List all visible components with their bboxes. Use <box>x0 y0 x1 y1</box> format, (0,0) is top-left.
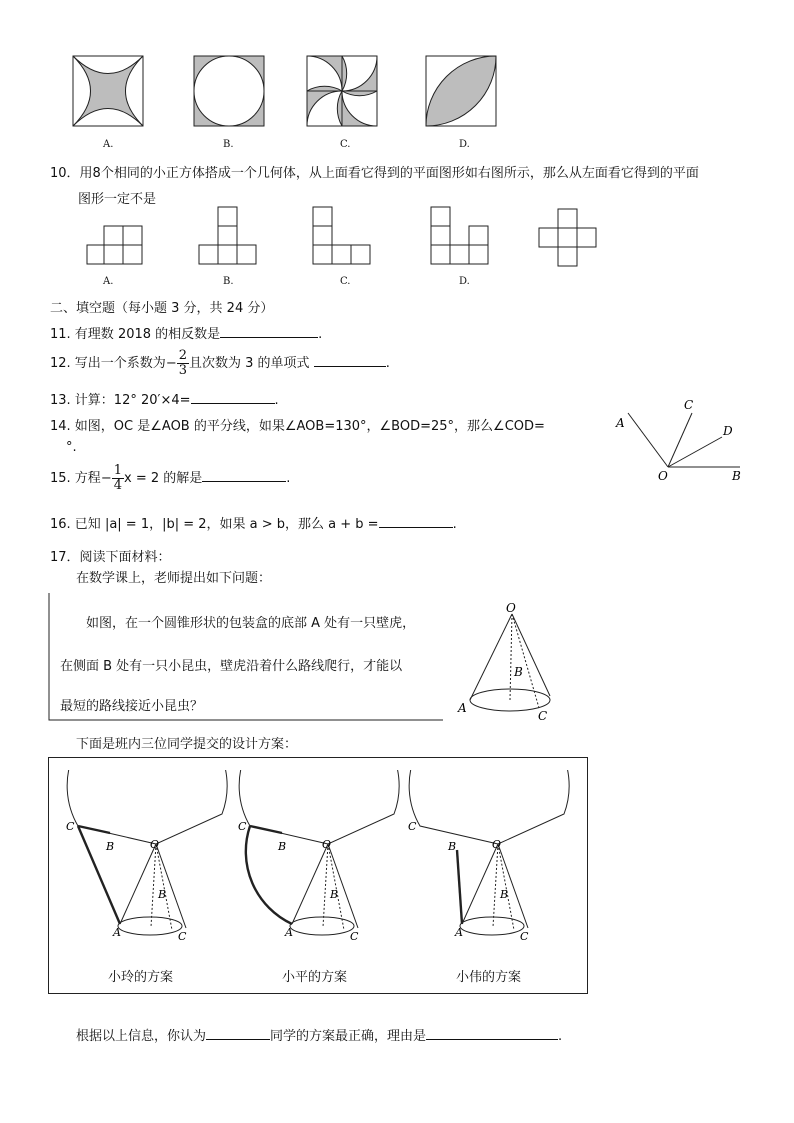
q14-line2: °. <box>66 440 77 455</box>
q15-pre: 15. 方程 <box>50 471 101 486</box>
q15-post: x = 2 的解是 <box>124 471 203 486</box>
q16: 16. 已知 |a| = 1，|b| = 2，如果 a > b，那么 a + b = . <box>50 513 457 532</box>
plan-xiaowei-figure <box>400 770 580 950</box>
q14-label-o: O <box>658 469 668 483</box>
q13-text: 13. 计算：12° 20′×4= <box>50 393 191 408</box>
q17-student-blank[interactable] <box>206 1025 270 1040</box>
plan-xiaoping-figure <box>230 770 410 950</box>
q16-text: 16. 已知 |a| = 1，|b| = 2，如果 a > b，那么 a + b = <box>50 517 379 532</box>
q9-figure-a <box>72 55 144 127</box>
q12-pre: 12. 写出一个系数为 <box>50 356 166 371</box>
plan-xiaowei-label: 小伟的方案 <box>456 970 522 985</box>
q10-figure-d <box>430 206 492 266</box>
q17-box-line3: 最短的路线接近小昆虫？ <box>60 699 204 714</box>
q10-line2: 图形一定不是 <box>78 192 157 207</box>
plan3-label-c2: C <box>520 930 529 943</box>
q17-plans-intro: 下面是班内三位同学提交的设计方案： <box>76 737 298 752</box>
q17-cone-figure <box>454 600 564 724</box>
plan2-label-b2: B <box>330 888 339 901</box>
q17-title: 17．阅读下面材料： <box>50 550 171 565</box>
q13-answer-blank[interactable] <box>191 389 275 404</box>
q14-label-c: C <box>684 398 694 412</box>
q9-figure-c <box>306 55 378 127</box>
plan1-label-c: C <box>66 820 75 833</box>
q10-top-view-figure <box>538 208 598 268</box>
q12-fraction: $\frac{2}{3}$ <box>178 348 187 378</box>
q9-figure-d <box>425 55 497 127</box>
q17-conclusion: 根据以上信息，你认为 同学的方案最正确，理由是 . <box>76 1025 562 1044</box>
q17-intro: 在数学课上，老师提出如下问题： <box>76 571 272 586</box>
q9-option-d: D. <box>459 139 470 150</box>
q14-label-b: B <box>732 469 741 483</box>
q12-answer-blank[interactable] <box>314 352 386 367</box>
plan-xiaoling-figure <box>58 770 238 950</box>
q10-figure-b <box>198 206 258 266</box>
q10-figure-c <box>312 206 372 266</box>
q17-reason-blank[interactable] <box>426 1025 558 1040</box>
q10-option-d: D. <box>459 276 470 287</box>
q10-option-c: C. <box>340 276 351 287</box>
q14-line1: 14. 如图，OC 是∠AOB 的平分线，如果∠AOB=130°，∠BOD=25°，那么∠COD= <box>50 419 545 434</box>
q15-answer-blank[interactable] <box>202 467 286 482</box>
plan1-label-c2: C <box>178 930 187 943</box>
q9-option-b: B. <box>223 139 234 150</box>
plan2-label-c2: C <box>350 930 359 943</box>
plan2-label-o: O <box>322 838 332 851</box>
cone-label-o: O <box>506 601 516 615</box>
q15: 15. 方程− $\frac{1}{4}$ x = 2 的解是 . <box>50 463 291 493</box>
q17-box-line2: 在侧面 B 处有一只小昆虫，壁虎沿着什么路线爬行，才能以 <box>60 659 403 674</box>
plan2-label-b: B <box>278 840 287 853</box>
q10-option-b: B. <box>223 276 234 287</box>
plan3-label-o: O <box>492 838 502 851</box>
q9-figure-b <box>193 55 265 127</box>
q10-figure-a <box>86 225 146 265</box>
q14-label-d: D <box>723 424 733 438</box>
q10-line1: 10．用8个相同的小正方体搭成一个几何体，从上面看它得到的平面图形如右图所示，那么从左面看它得到的平面 <box>50 166 699 181</box>
q10-option-a: A. <box>103 276 114 287</box>
plan1-label-b2: B <box>158 888 167 901</box>
q11-text: 11. 有理数 2018 的相反数是 <box>50 327 221 342</box>
q12-post: 且次数为 3 的单项式 <box>189 356 310 371</box>
q12: 12. 写出一个系数为− $\frac{2}{3}$ 且次数为 3 的单项式 . <box>50 348 390 378</box>
q14-label-a: A <box>616 416 625 430</box>
q13: 13. 计算：12° 20′×4= . <box>50 389 279 408</box>
plan-xiaoling-label: 小玲的方案 <box>108 970 174 985</box>
q9-option-a: A. <box>103 139 114 150</box>
plan2-label-c: C <box>238 820 247 833</box>
plan1-label-a: A <box>113 926 121 939</box>
plan3-label-a: A <box>455 926 463 939</box>
q11: 11. 有理数 2018 的相反数是 . <box>50 323 322 342</box>
plan1-label-o: O <box>150 838 160 851</box>
cone-label-b: B <box>514 665 523 679</box>
cone-label-a: A <box>458 701 467 715</box>
plan1-label-b: B <box>106 840 115 853</box>
plan3-label-b2: B <box>500 888 509 901</box>
cone-label-c: C <box>538 709 548 723</box>
q15-fraction: $\frac{1}{4}$ <box>113 463 122 493</box>
q9-option-c: C. <box>340 139 351 150</box>
plan3-label-b: B <box>448 840 457 853</box>
q14-angle-figure <box>612 393 752 485</box>
plan2-label-a: A <box>285 926 293 939</box>
q11-answer-blank[interactable] <box>220 323 318 338</box>
q16-answer-blank[interactable] <box>379 513 453 528</box>
plan-xiaoping-label: 小平的方案 <box>282 970 348 985</box>
q17-box-line1: 如图，在一个圆锥形状的包装盒的底部 A 处有一只壁虎， <box>86 616 416 631</box>
section-2-title: 二、填空题（每小题 3 分，共 24 分） <box>50 301 274 316</box>
plan3-label-c: C <box>408 820 417 833</box>
